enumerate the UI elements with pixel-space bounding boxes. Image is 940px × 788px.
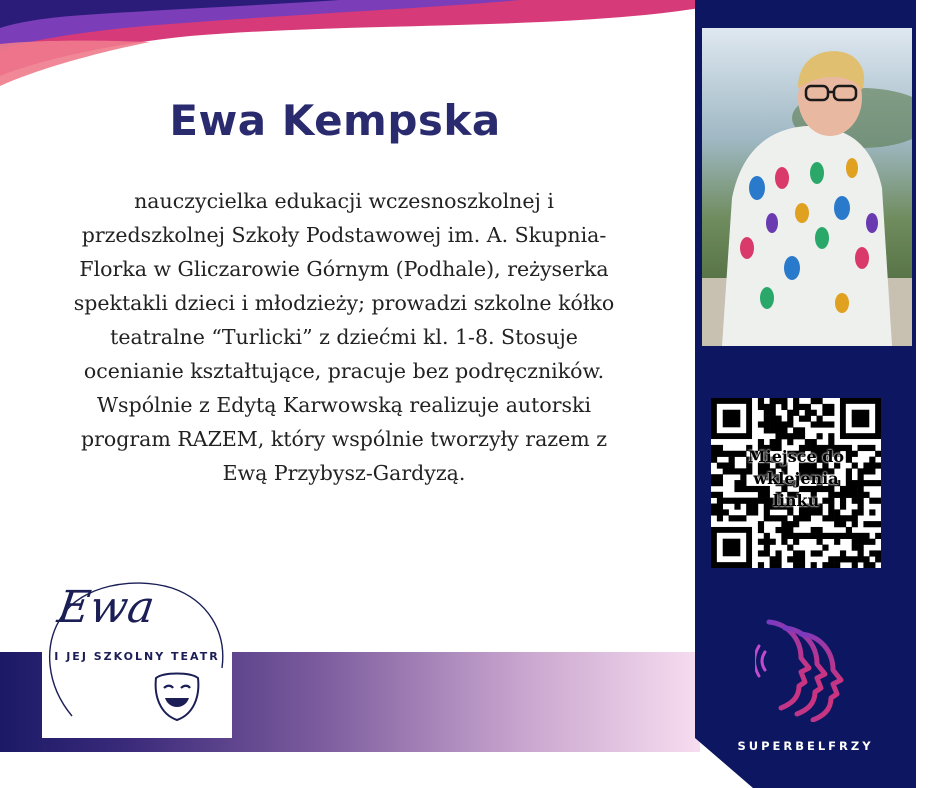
logo-tagline: I JEJ SZKOLNY TEATR	[54, 650, 220, 663]
smiling-mask-icon	[156, 674, 199, 721]
qr-caption-line: Miejsce do	[747, 447, 845, 466]
person-name: Ewa Kempska	[169, 96, 501, 145]
person-bio	[24, 184, 664, 490]
top-wave-decoration	[0, 0, 700, 110]
qr-finder-pattern	[723, 539, 741, 557]
bio-line: Ewą Przybysz-Gardyzą.	[222, 461, 466, 485]
qr-caption-line: wklejenia	[753, 469, 839, 488]
brand-name: SUPERBELFRZY	[737, 739, 874, 753]
bio-line: Florka w Gliczarowie Górnym (Podhale), reżyserka	[79, 257, 609, 281]
qr-caption-line: linku	[772, 491, 820, 510]
qr-finder-pattern	[723, 410, 741, 428]
theatre-logo	[42, 576, 232, 738]
bio-line: program RAZEM, który wspólnie tworzyły razem z	[81, 427, 607, 451]
bio-line: spektakli dzieci i młodzieży; prowadzi szkolne kółko	[73, 291, 615, 315]
qr-caption	[711, 446, 881, 512]
faces-wave-icon	[755, 612, 855, 722]
qr-finder-pattern	[852, 410, 870, 428]
portrait-photo	[702, 28, 912, 346]
bio-line: teatralne “Turlicki” z dziećmi kl. 1-8. Stosuje	[110, 325, 578, 349]
bio-line: ocenianie kształtujące, pracuje bez podręczników.	[83, 359, 605, 383]
bio-line: nauczycielka edukacji wczesnoszkolnej i	[134, 189, 554, 213]
bio-line: Wspólnie z Edytą Karwowską realizuje autorski	[96, 393, 591, 417]
qr-code[interactable]	[711, 398, 881, 568]
bio-line: przedszkolnej Szkoły Podstawowej im. A. Skupnia-	[81, 223, 607, 247]
logo-script-text: Ewa	[54, 582, 158, 633]
